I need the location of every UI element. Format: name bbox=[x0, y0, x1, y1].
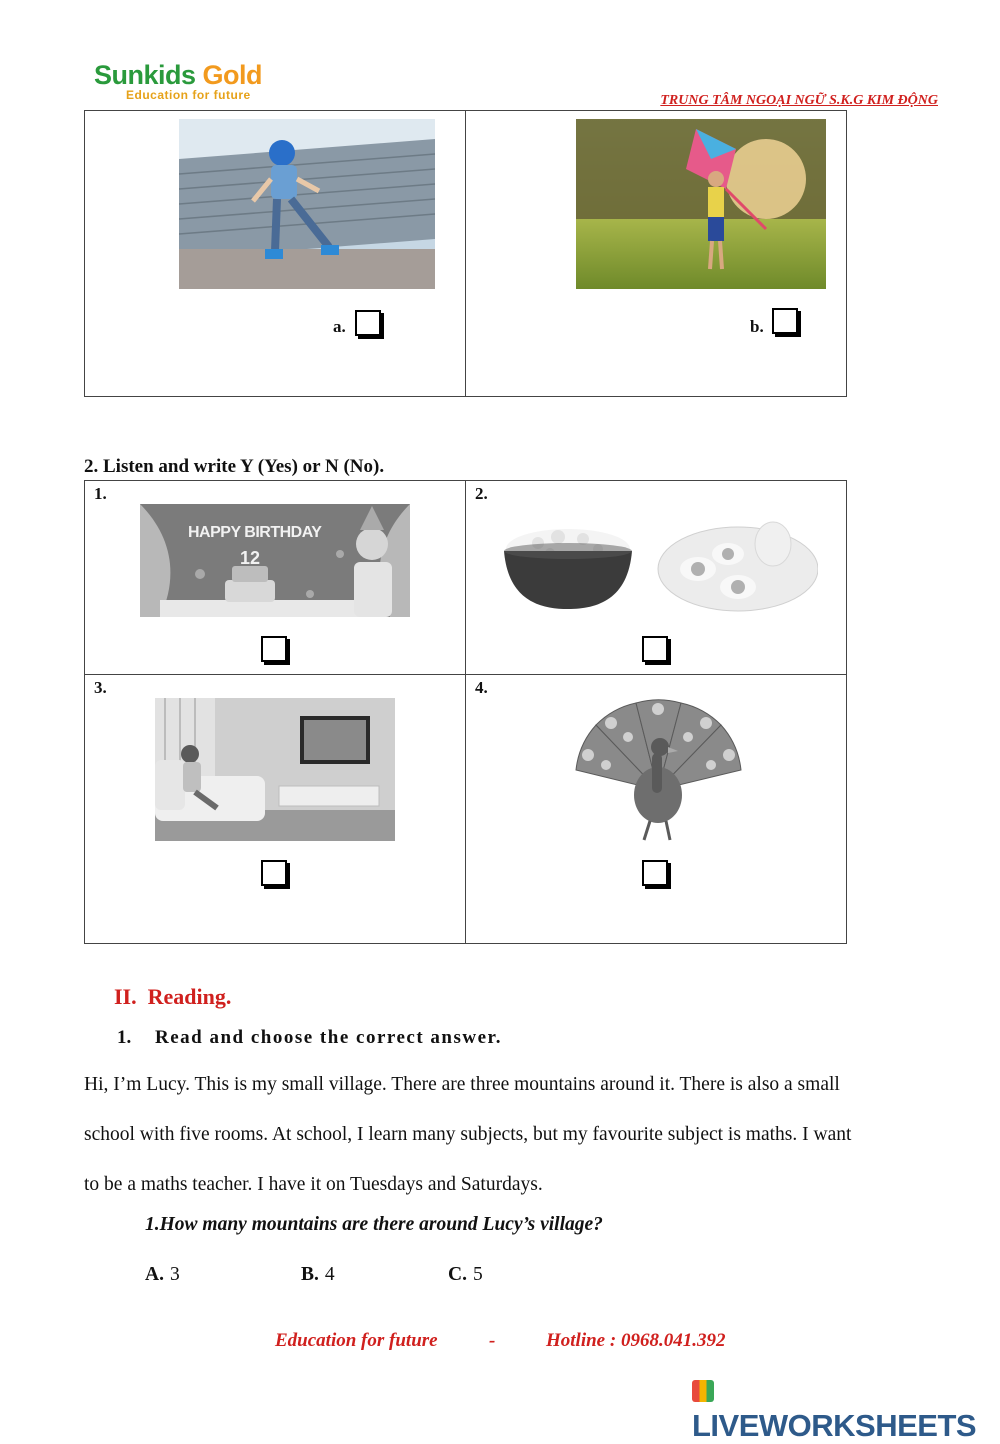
birthday-party-illustration bbox=[140, 504, 410, 617]
banner-text: HAPPY BIRTHDAY bbox=[188, 524, 322, 541]
task2-cell-1 bbox=[85, 481, 466, 675]
rice-and-eggs-photo bbox=[498, 509, 818, 619]
peacock-illustration bbox=[566, 695, 751, 845]
footer-hotline: Hotline : 0968.041.392 bbox=[546, 1330, 726, 1351]
answer-option-c[interactable] bbox=[448, 1264, 483, 1286]
exercise-title: Read and choose the correct answer. bbox=[155, 1027, 502, 1048]
footer-tagline: Education for future bbox=[275, 1330, 438, 1351]
task1-cell-a bbox=[85, 111, 466, 397]
answer-option-a[interactable] bbox=[145, 1264, 180, 1286]
task1-cell-b bbox=[466, 111, 847, 397]
cake-number: 12 bbox=[240, 548, 261, 568]
center-name: TRUNG TÂM NGOẠI NGỮ S.K.G KIM ĐỘNG bbox=[660, 93, 938, 108]
question-1: 1.How many mountains are there around Lucy’s village? bbox=[145, 1214, 603, 1235]
option-letter: A. bbox=[145, 1264, 164, 1285]
task2-cell-2 bbox=[466, 481, 847, 675]
option-letter: C. bbox=[448, 1264, 467, 1285]
answer-option-b[interactable] bbox=[301, 1264, 335, 1286]
option-value: 5 bbox=[472, 1264, 483, 1285]
girl-watching-tv-photo bbox=[155, 698, 395, 841]
footer-separator: - bbox=[489, 1330, 496, 1351]
item-3-checkbox[interactable] bbox=[261, 860, 287, 886]
logo-brand-part2: Gold bbox=[195, 60, 263, 90]
passage-line: school with five rooms. At school, I learn many subjects, but my favourite subject is maths. I want bbox=[84, 1124, 852, 1145]
boy-rollerskating-photo bbox=[179, 119, 435, 289]
option-a-checkbox[interactable] bbox=[355, 310, 381, 336]
logo bbox=[94, 60, 262, 91]
exercise-heading bbox=[117, 1027, 502, 1049]
option-b-label: b. bbox=[750, 317, 764, 336]
item-4-checkbox[interactable] bbox=[642, 860, 668, 886]
watermark-text: LIVEWORKSHEETS bbox=[692, 1408, 977, 1443]
option-a-label: a. bbox=[333, 317, 346, 336]
passage-line: Hi, I’m Lucy. This is my small village. There are three mountains around it. There is also a small bbox=[84, 1074, 840, 1095]
task2-heading: 2. Listen and write Y (Yes) or N (No). bbox=[84, 456, 385, 477]
logo-tagline: Education for future bbox=[126, 88, 251, 102]
option-letter: B. bbox=[301, 1264, 319, 1285]
item-1-number: 1. bbox=[94, 484, 107, 503]
task2-cell-4 bbox=[466, 675, 847, 944]
task2-table bbox=[84, 480, 847, 944]
item-2-checkbox[interactable] bbox=[642, 636, 668, 662]
option-value: 3 bbox=[169, 1264, 180, 1285]
task2-cell-3 bbox=[85, 675, 466, 944]
item-4-number: 4. bbox=[475, 678, 488, 697]
passage-line: to be a maths teacher. I have it on Tuesdays and Saturdays. bbox=[84, 1174, 543, 1195]
item-1-checkbox[interactable] bbox=[261, 636, 287, 662]
item-3-number: 3. bbox=[94, 678, 107, 697]
option-value: 4 bbox=[324, 1264, 335, 1285]
option-b-checkbox[interactable] bbox=[772, 308, 798, 334]
section-title: II. Reading. bbox=[114, 984, 232, 1009]
logo-brand-part1: Sunkids bbox=[94, 60, 196, 90]
item-2-number: 2. bbox=[475, 484, 488, 503]
task1-table bbox=[84, 110, 847, 397]
reading-passage bbox=[84, 1060, 954, 1210]
exercise-number: 1. bbox=[117, 1027, 132, 1048]
liveworksheets-watermark bbox=[692, 1372, 1000, 1444]
liveworksheets-logo-icon bbox=[692, 1380, 714, 1402]
boy-flying-kite-photo bbox=[576, 119, 826, 289]
